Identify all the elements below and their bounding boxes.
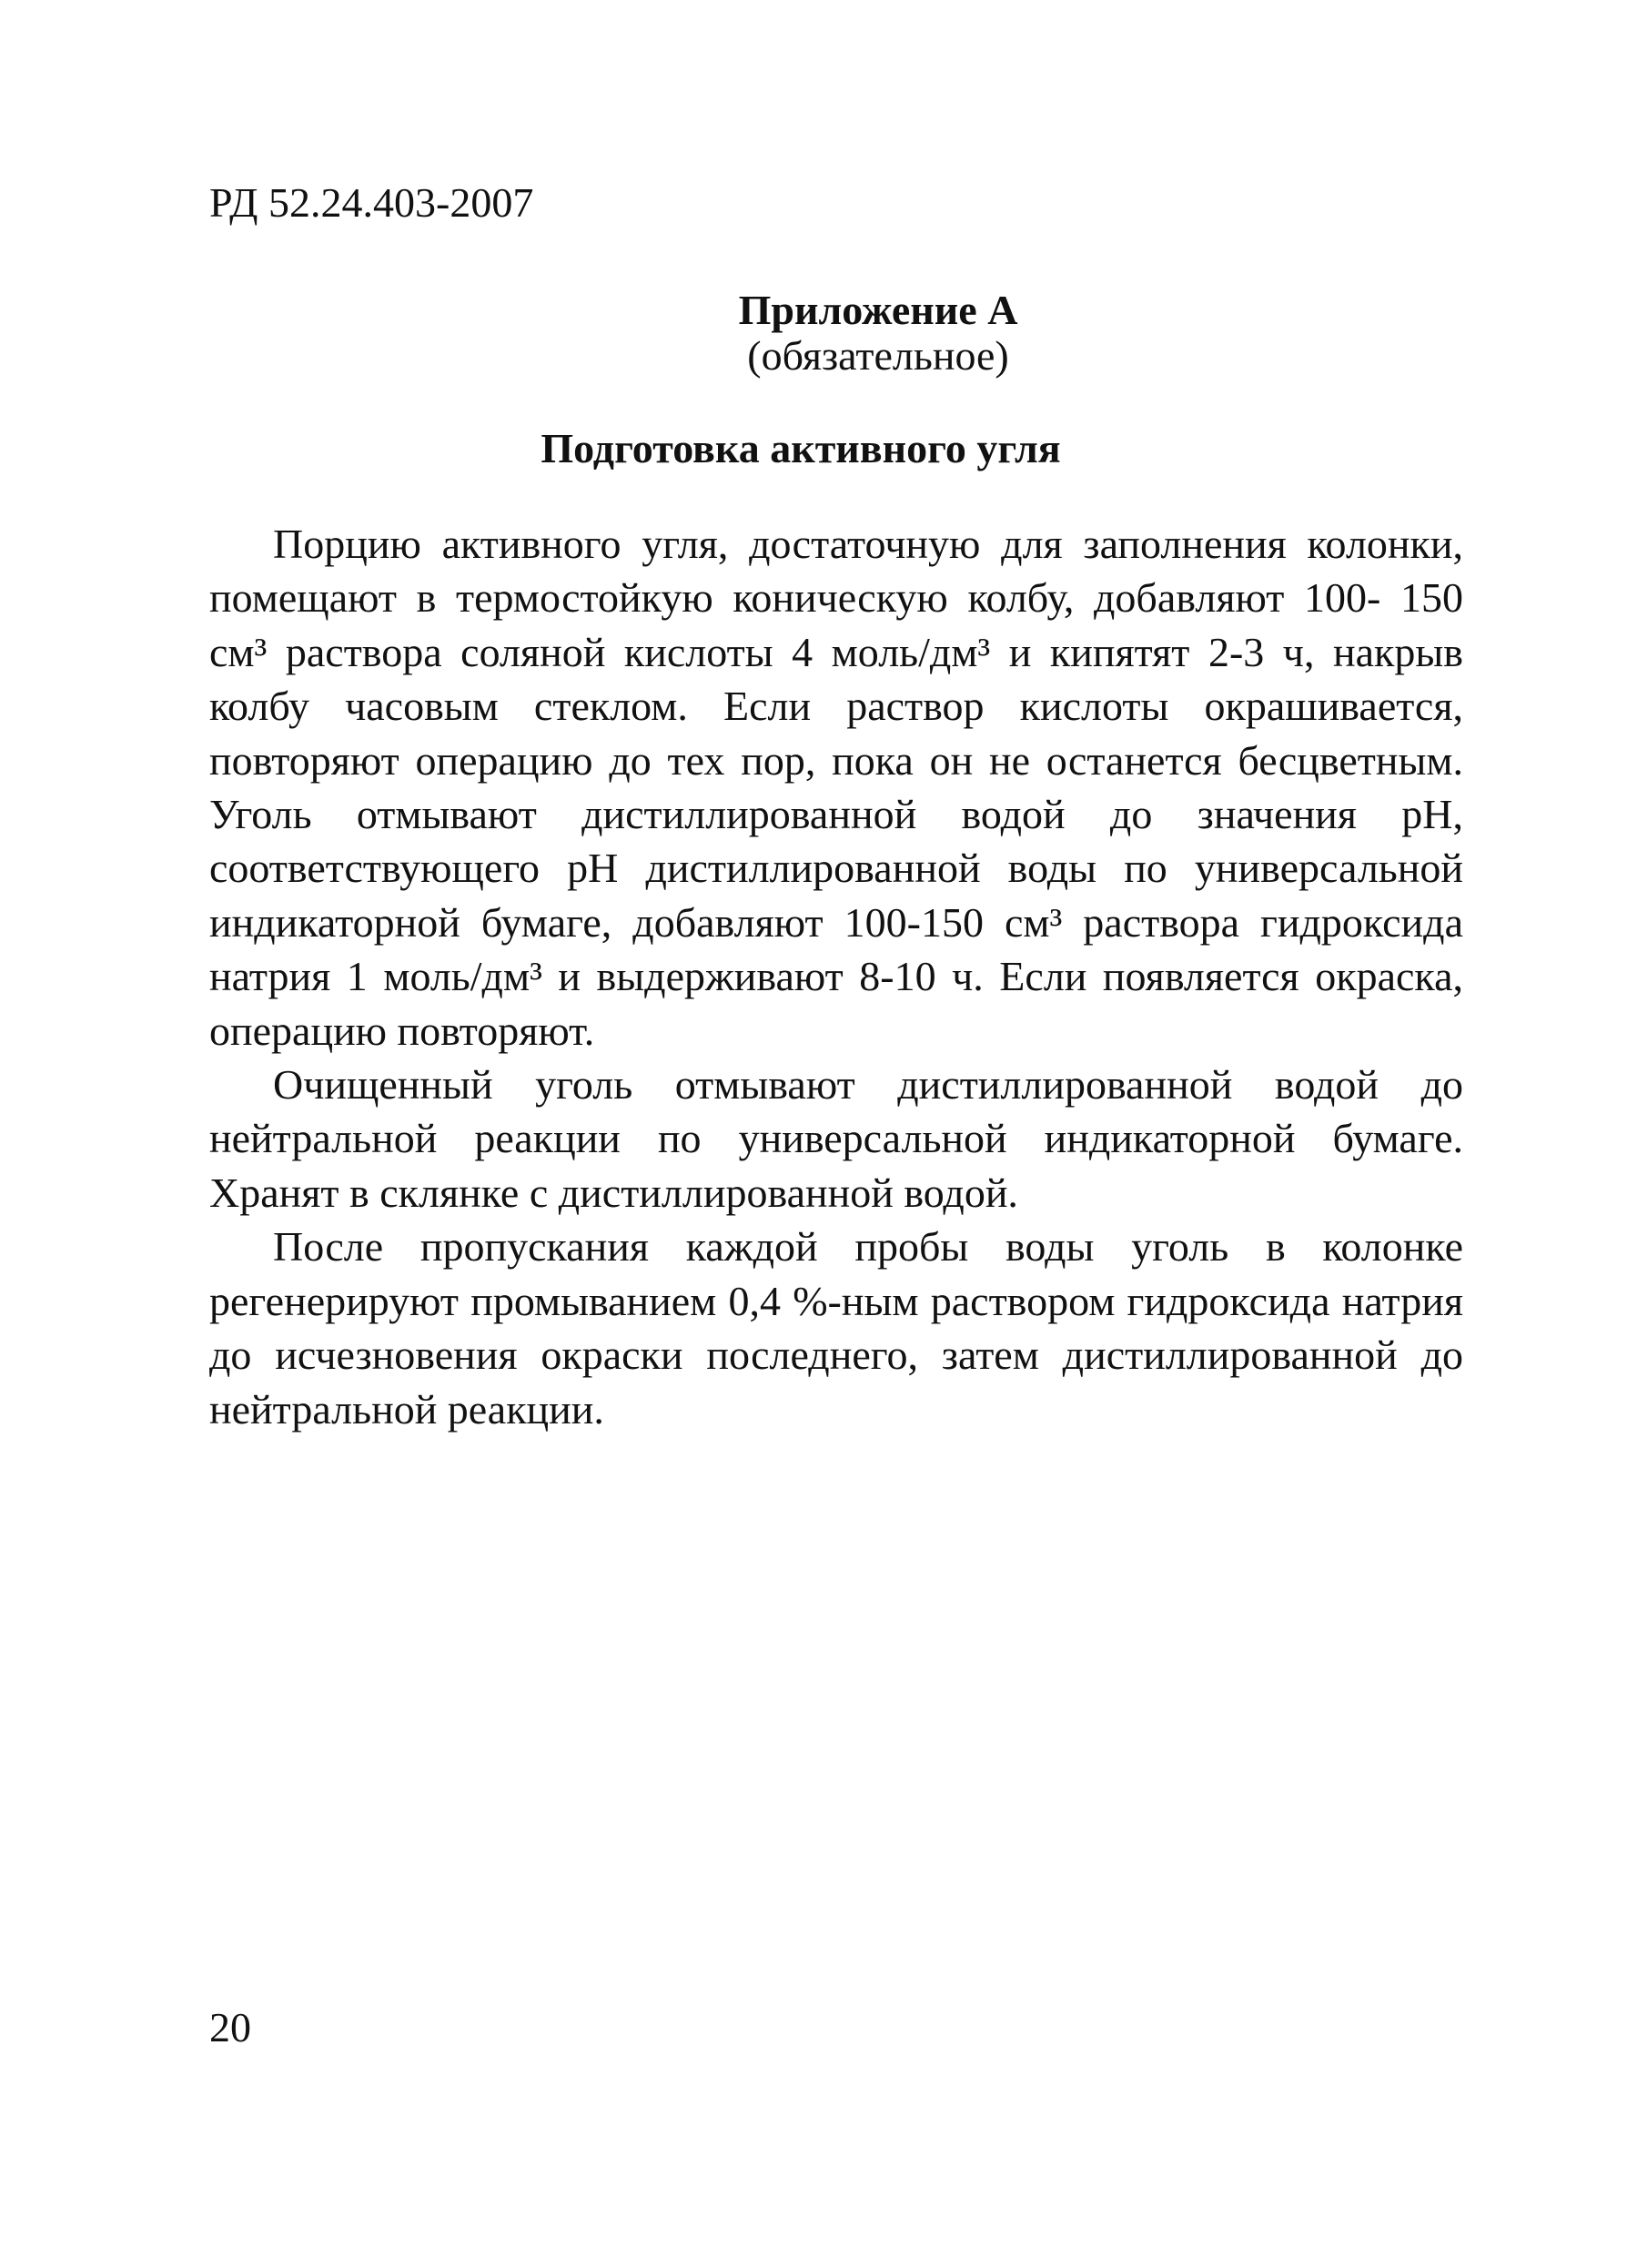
document-code: РД 52.24.403-2007	[209, 179, 534, 226]
paragraph-2: Очищенный уголь отмывают дистиллированной водой до нейтральной реакции по универсальной индикаторной бумаге. Хранят в склянке с дистиллированной водой.	[209, 1061, 1463, 1216]
page-number: 20	[209, 2004, 251, 2050]
paragraph-3: После пропускания каждой пробы воды уголь в колонке регенерируют промыванием 0,4 %-ным раствором гидроксида натрия до исчезновения окраски последнего, затем дистиллированной до нейтральной реакции.	[209, 1223, 1463, 1433]
appendix-title: Приложение А	[738, 287, 1018, 333]
body-text	[209, 517, 1463, 1436]
appendix-status: (обязательное)	[747, 332, 1009, 379]
section-title: Подготовка активного угля	[541, 425, 1061, 471]
paragraph-1: Порцию активного угля, достаточную для заполнения колонки, помещают в термостойкую коническую колбу, добавляют 100- 150 см³ раствора соляной кислоты 4 моль/дм³ и кипятят 2-3 ч, накрыв колбу часовым стеклом. Если раствор кислоты окрашивается, повторяют операцию до тех пор, пока он не останется бесцветным. Уголь отмывают дистиллированной водой до значения рН, соответствующего рН дистиллированной воды по универсальной индикаторной бумаге, добавляют 100-150 см³ раствора гидроксида натрия 1 моль/дм³ и выдерживают 8-10 ч. Если появляется окраска, операцию повторяют.	[209, 521, 1463, 1054]
